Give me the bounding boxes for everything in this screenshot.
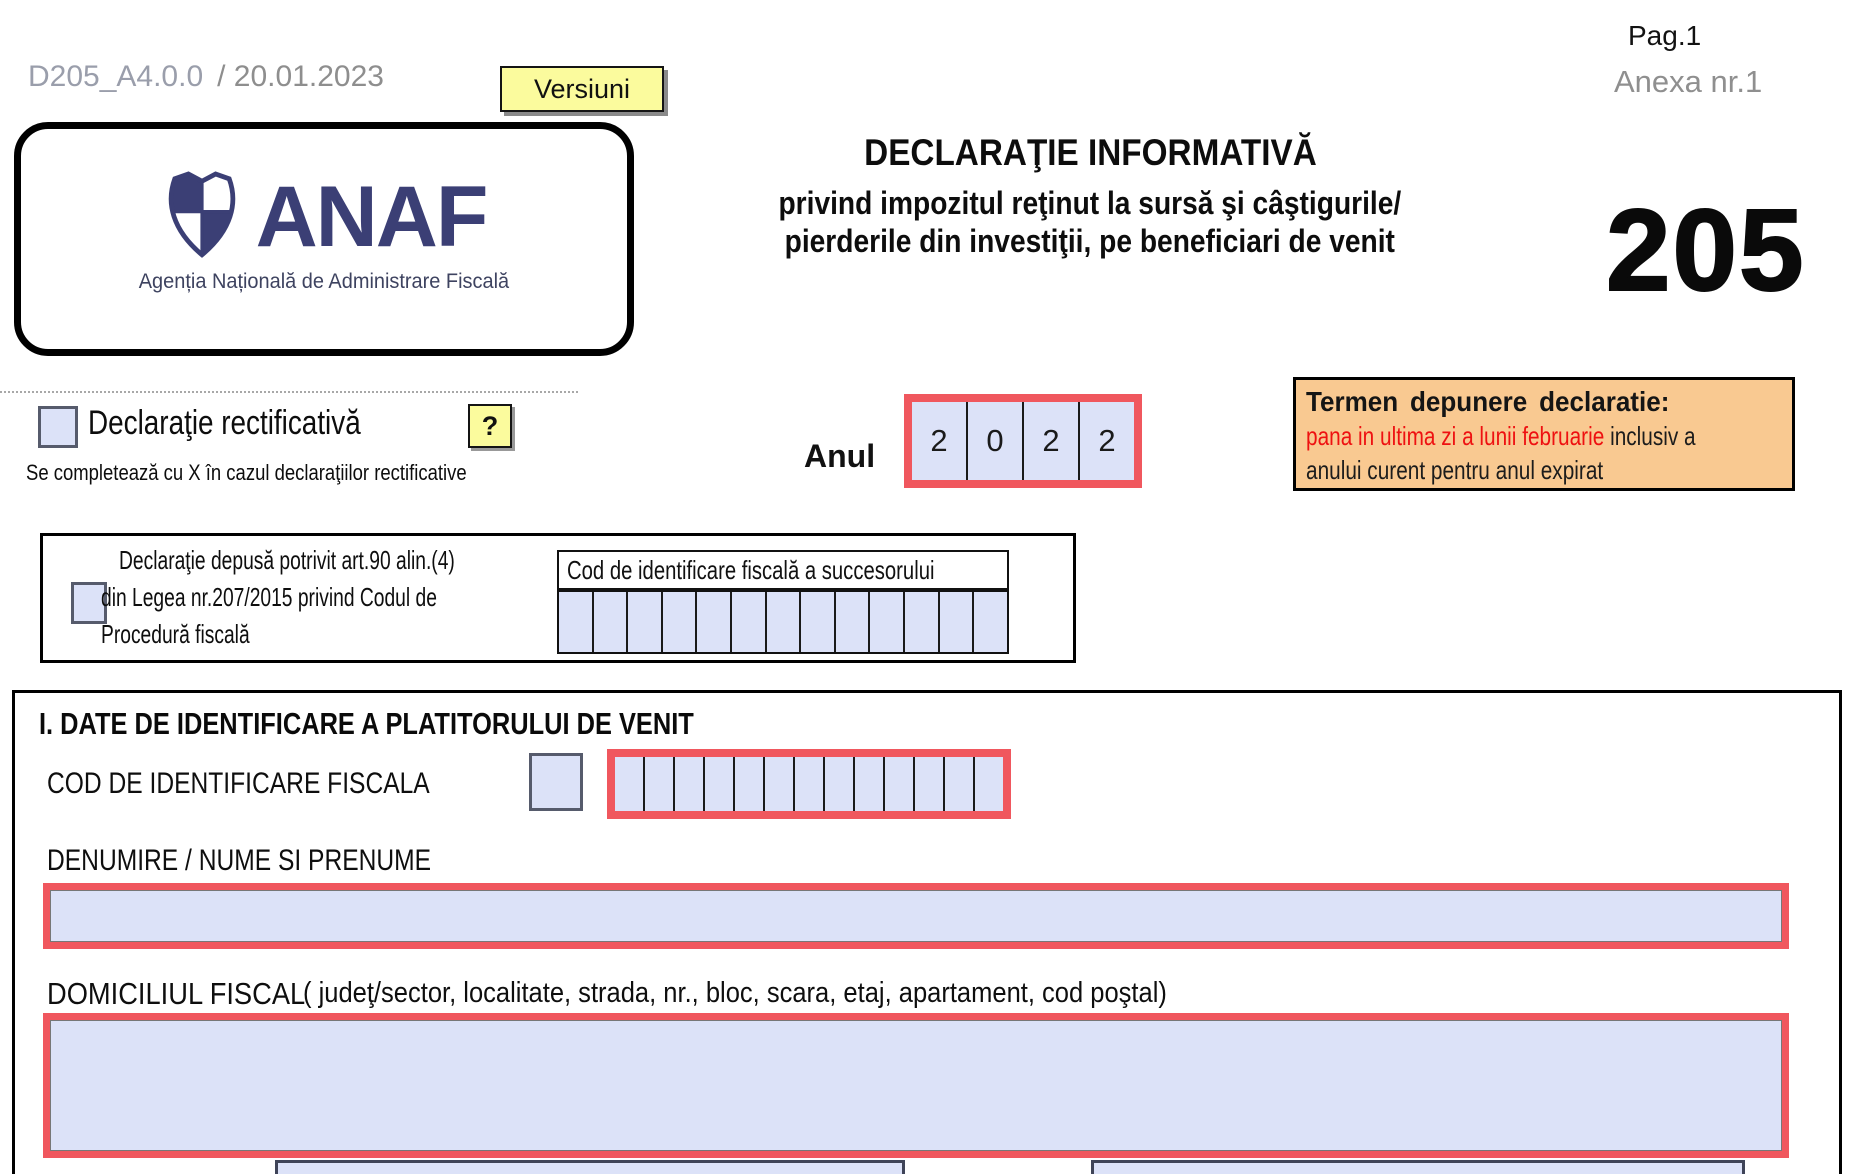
anaf-shield-icon	[162, 169, 242, 264]
anaf-logo-row	[21, 169, 627, 264]
cif-cells	[615, 757, 1003, 811]
cif-label: COD DE IDENTIFICARE FISCALA	[47, 767, 430, 800]
empty-digit-cell[interactable]	[795, 757, 825, 811]
art90-text	[101, 542, 573, 653]
empty-digit-cell[interactable]	[732, 592, 767, 652]
form-number: 205	[1606, 185, 1806, 315]
year-field[interactable]	[904, 394, 1142, 488]
successor-cif-cells	[559, 592, 1007, 652]
address-input[interactable]	[43, 1013, 1789, 1158]
help-button[interactable]	[468, 404, 512, 448]
art90-box	[40, 533, 1076, 663]
deadline-red-text: pana in ultima zi a lunii februarie	[1306, 421, 1605, 451]
dotted-divider	[0, 391, 578, 393]
anaf-subtitle: Agenția Națională de Administrare Fiscală	[138, 270, 510, 293]
address-hint: ( judeţ/sector, localitate, strada, nr., bloc, scara, etaj, apartament, cod poştal)	[303, 977, 1167, 1009]
empty-digit-cell[interactable]	[735, 757, 765, 811]
help-button-label: ?	[481, 410, 499, 441]
art90-line3: Procedură fiscală	[101, 619, 250, 649]
empty-digit-cell[interactable]	[801, 592, 836, 652]
art90-line2: din Legea nr.207/2015 privind Codul de	[101, 582, 437, 612]
empty-digit-cell[interactable]	[594, 592, 629, 652]
empty-digit-cell[interactable]	[870, 592, 905, 652]
empty-digit-cell[interactable]	[905, 592, 940, 652]
section1-heading: I. DATE DE IDENTIFICARE A PLATITORULUI DE VENIT	[39, 706, 694, 741]
name-label: DENUMIRE / NUME SI PRENUME	[47, 844, 432, 877]
empty-digit-cell[interactable]	[825, 757, 855, 811]
page-number: Pag.1	[1628, 20, 1702, 51]
form-title-line2: privind impozitul reţinut la sursă şi câştigurile/	[778, 185, 1402, 221]
empty-digit-cell[interactable]	[663, 592, 698, 652]
art90-line1: Declaraţie depusă potrivit art.90 alin.(4)	[119, 545, 455, 575]
successor-cif-label-box	[557, 550, 1009, 590]
section1-box	[12, 690, 1842, 1174]
address-label: DOMICILIUL FISCAL	[47, 976, 306, 1011]
form-title-line1: DECLARAŢIE INFORMATIVĂ	[863, 132, 1317, 173]
rectificativa-label: Declaraţie rectificativă	[88, 404, 361, 442]
empty-digit-cell[interactable]	[559, 592, 594, 652]
empty-digit-cell[interactable]	[855, 757, 885, 811]
versions-button-label: Versiuni	[533, 73, 631, 104]
empty-digit-cell[interactable]	[836, 592, 871, 652]
year-label: Anul	[804, 438, 876, 474]
empty-digit-cell[interactable]	[615, 757, 645, 811]
deadline-line2: anului curent pentru anul expirat	[1306, 455, 1604, 485]
successor-cif-label: Cod de identificare fiscală a succesorului	[567, 554, 935, 585]
anaf-logo-box	[14, 122, 634, 356]
rectificativa-checkbox[interactable]	[38, 406, 78, 448]
year-digit-cell[interactable]: 2	[912, 402, 968, 480]
deadline-black-text: inclusiv a	[1604, 421, 1696, 451]
versions-button[interactable]	[500, 66, 664, 112]
empty-digit-cell[interactable]	[975, 757, 1003, 811]
form-title-line3: pierderile din investiţii, pe beneficiari de venit	[784, 223, 1396, 259]
version-date: / 20.01.2023	[217, 60, 384, 93]
cif-attribute-box[interactable]	[529, 753, 583, 811]
bottom-left-field[interactable]	[275, 1160, 905, 1174]
rectificativa-note: Se completează cu X în cazul declaraţiilor rectificative	[26, 460, 467, 485]
deadline-box	[1293, 377, 1795, 491]
version-line	[28, 60, 384, 94]
anaf-wordmark: ANAF	[255, 168, 487, 265]
empty-digit-cell[interactable]	[974, 592, 1007, 652]
empty-digit-cell[interactable]	[645, 757, 675, 811]
cif-field[interactable]	[607, 749, 1011, 819]
year-cells	[912, 402, 1134, 480]
form-title-block	[690, 132, 1490, 260]
empty-digit-cell[interactable]	[767, 592, 802, 652]
empty-digit-cell[interactable]	[628, 592, 663, 652]
empty-digit-cell[interactable]	[885, 757, 915, 811]
annex-label: Anexa nr.1	[1614, 64, 1763, 99]
deadline-line1	[1306, 419, 1782, 453]
successor-cif-field[interactable]	[557, 590, 1009, 654]
year-digit-cell[interactable]: 2	[1098, 423, 1116, 458]
year-digit-cell[interactable]: 0	[968, 402, 1024, 480]
deadline-title: Termen depunere declaratie:	[1306, 386, 1670, 417]
version-code: D205_A4.0.0	[28, 60, 204, 93]
empty-digit-cell[interactable]	[945, 757, 975, 811]
empty-digit-cell[interactable]	[765, 757, 795, 811]
year-digit-cell[interactable]: 2	[1024, 402, 1080, 480]
empty-digit-cell[interactable]	[697, 592, 732, 652]
empty-digit-cell[interactable]	[705, 757, 735, 811]
empty-digit-cell[interactable]	[915, 757, 945, 811]
empty-digit-cell[interactable]	[940, 592, 975, 652]
name-input[interactable]	[43, 883, 1789, 949]
empty-digit-cell[interactable]	[675, 757, 705, 811]
bottom-right-field[interactable]	[1091, 1160, 1745, 1174]
